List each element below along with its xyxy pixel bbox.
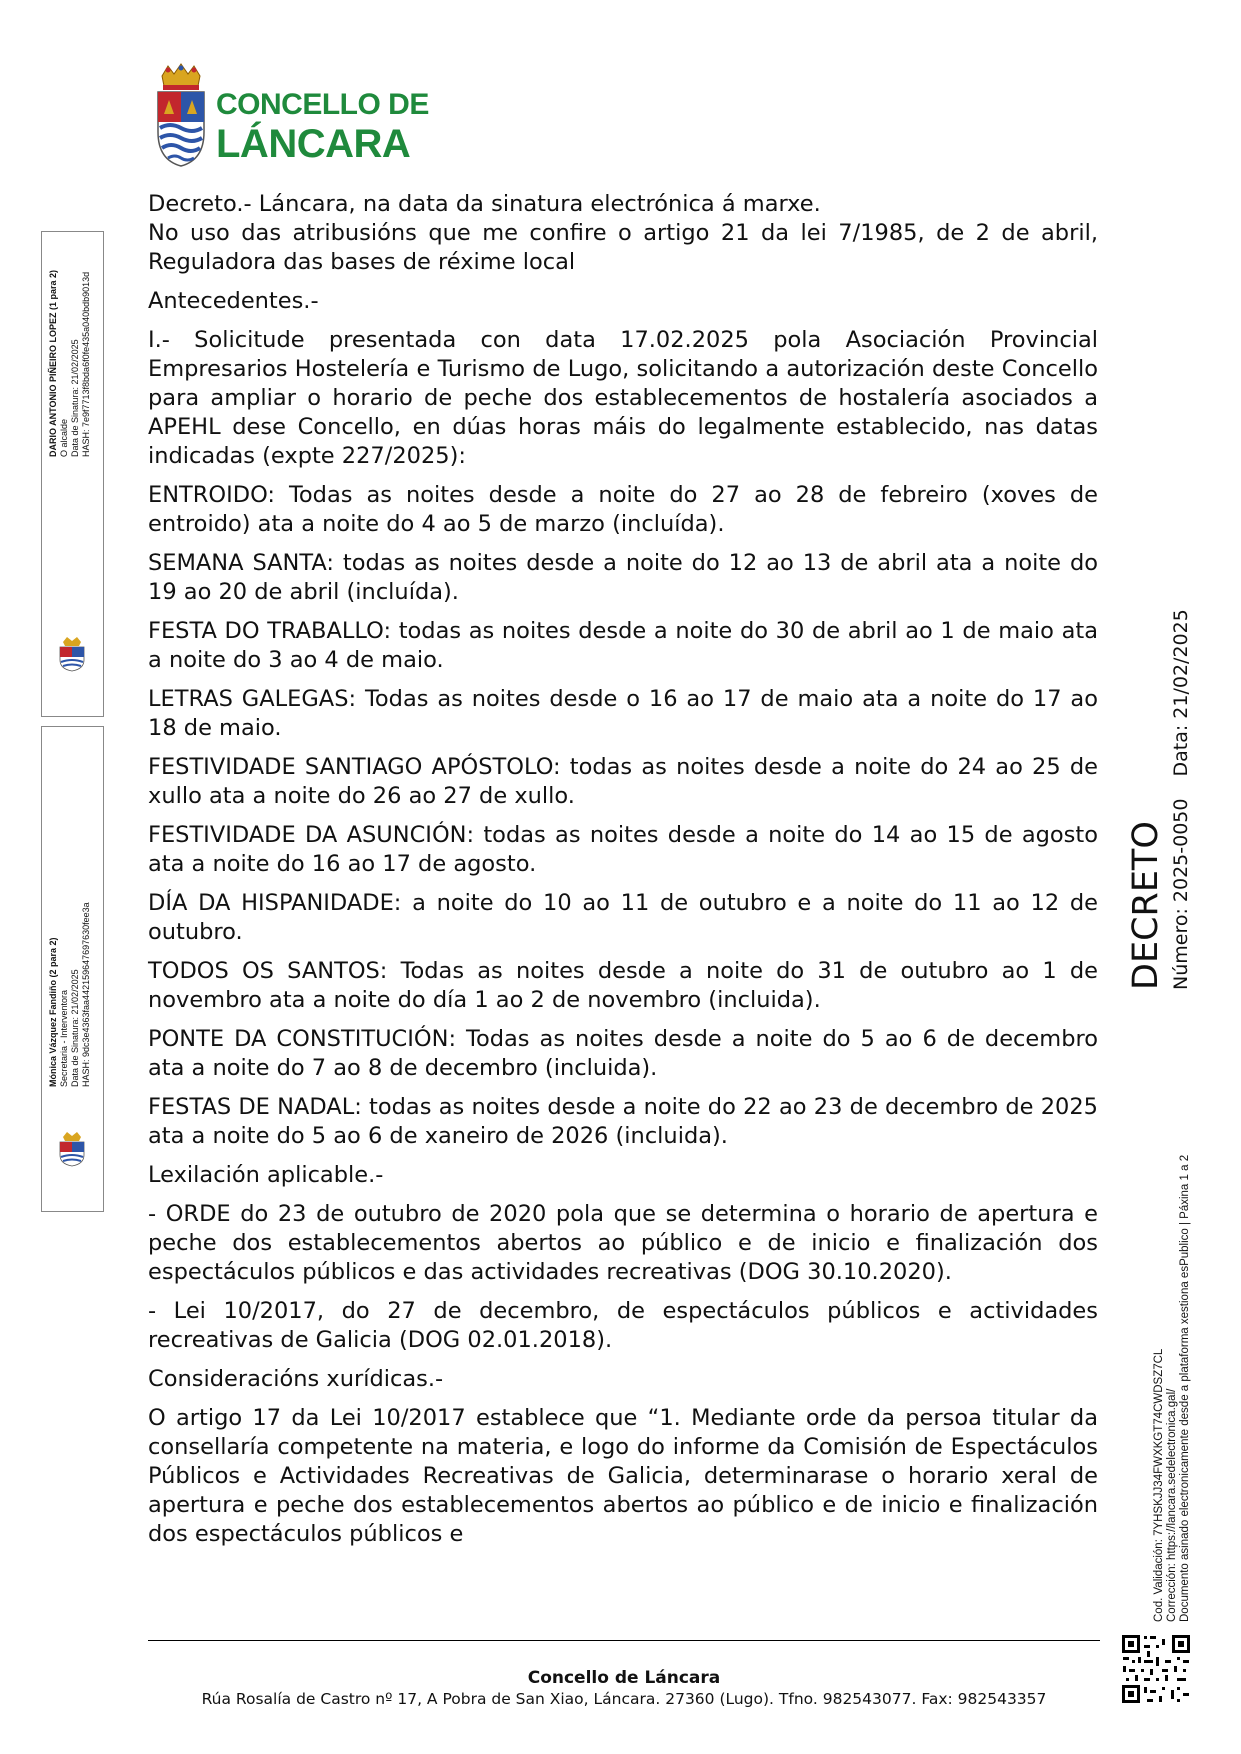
paragraph-festa-traballo: FESTA DO TRABALLO: todas as noites desde a noite do 30 de abril ao 1 de maio ata a noite do 3 ao 4 de maio. xyxy=(148,618,1098,673)
logo-text-line1: CONCELLO DE xyxy=(216,88,429,121)
signature-box-mayor xyxy=(41,231,104,717)
coat-of-arms-icon xyxy=(152,62,210,168)
paragraph-attributions: No uso das atribusións que me confire o artigo 21 da lei 7/1985, de 2 de abril, Reguladora das bases de réxime local xyxy=(148,220,1098,275)
signature-text-secretary xyxy=(48,902,92,1087)
signer-role: Secretaria - Interventora xyxy=(59,989,69,1087)
heading-antecedentes: Antecedentes.- xyxy=(148,288,319,314)
footer-divider xyxy=(148,1640,1100,1641)
validation-platform: Documento asinado electronicamente desde a plataforma xestiona esPublico | Páxina 1 a 2 xyxy=(1179,1154,1191,1622)
signature-hash: HASH: 9dc3e4363faa442159647697630fee3a xyxy=(81,902,91,1087)
paragraph-todos-santos: TODOS OS SANTOS: Todas as noites desde a noite do 31 de outubro ao 1 de novembro ata a noite do día 1 ao 2 de novembro (incluida). xyxy=(148,958,1098,1013)
heading-lexislacion: Lexilación aplicable.- xyxy=(148,1162,384,1188)
validation-code: Cod. Validación: 7YHSKJJ34FWXKGT74CWDSZ7CL xyxy=(1153,1348,1165,1622)
logo-text-line2: LÁNCARA xyxy=(216,122,411,166)
footer-organization: Concello de Láncara xyxy=(527,1668,721,1688)
decree-number: Número: 2025-0050 xyxy=(1170,798,1192,990)
paragraph-asuncion: FESTIVIDADE DA ASUNCIÓN: todas as noites desde a noite do 14 ao 15 de agosto ata a noite do 16 ao 17 de agosto. xyxy=(148,822,1098,877)
concello-logo xyxy=(152,62,442,170)
heading-consideracions: Consideracións xurídicas.- xyxy=(148,1366,444,1392)
small-crest-icon xyxy=(57,636,87,672)
validation-block xyxy=(1153,1155,1192,1622)
paragraph-hispanidade: DÍA DA HISPANIDADE: a noite do 10 ao 11 de outubro e a noite do 11 ao 12 de outubro. xyxy=(148,890,1098,945)
paragraph-intro: Decreto.- Láncara, na data da sinatura electrónica á marxe. xyxy=(148,191,821,217)
footer-address: Rúa Rosalía de Castro nº 17, A Pobra de San Xiao, Láncara. 27360 (Lugo). Tfno. 982543077. Fax: 982543357 xyxy=(201,1690,1047,1708)
small-crest-icon xyxy=(57,1131,87,1167)
qr-code-icon xyxy=(1120,1633,1192,1705)
decree-date: Data: 21/02/2025 xyxy=(1170,609,1192,777)
signature-box-secretary xyxy=(41,726,104,1212)
signature-date: Data de Sinatura: 21/02/2025 xyxy=(70,339,80,457)
signer-name: DARIO ANTONIO PIÑEIRO LOPEZ (1 para 2) xyxy=(48,269,58,457)
decree-body xyxy=(148,190,1098,1549)
validation-url: Corrección: https://lancara.sedelectronica.gal/ xyxy=(1166,1388,1178,1622)
paragraph-entroido: ENTROIDO: Todas as noites desde a noite do 27 ao 28 de febreiro (xoves de entroido) ata a noite do 4 ao 5 de marzo (incluída). xyxy=(148,482,1098,537)
paragraph-orde-2020: - ORDE do 23 de outubro de 2020 pola que se determina o horario de apertura e peche dos establecementos abertos ao público e de inicio e finalización dos espectáculos públicos e das actividades recreativas (DOG 30.10.2020). xyxy=(148,1201,1098,1285)
paragraph-nadal: FESTAS DE NADAL: todas as noites desde a noite do 22 ao 23 de decembro de 2025 ata a noite do 5 ao 6 de xaneiro de 2026 (incluida). xyxy=(148,1094,1098,1149)
signer-role: O alcalde xyxy=(59,418,69,457)
paragraph-constitucion: PONTE DA CONSTITUCIÓN: Todas as noites desde a noite do 5 ao 6 de decembro ata a noite do 7 ao 8 de decembro (incluida). xyxy=(148,1026,1098,1081)
paragraph-request: I.- Solicitude presentada con data 17.02.2025 pola Asociación Provincial Empresarios Hostelería e Turismo de Lugo, solicitando a autorización deste Concello para ampliar o horario de peche dos establecementos de hostalería asociados a APEHL dese Concello, en dúas horas máis do legalmente establecido, nas datas indicadas (expte 227/2025): xyxy=(148,327,1098,469)
signer-name: Mónica Vázquez Fandiño (2 para 2) xyxy=(48,937,58,1087)
decree-stamp-title: DECRETO xyxy=(1126,821,1166,990)
signature-date: Data de Sinatura: 21/02/2025 xyxy=(70,969,80,1087)
signature-hash: HASH: 7e9f7713f8bda6f0fe435a040bdb9013d xyxy=(81,271,91,457)
decree-stamp-number-date xyxy=(1170,587,1192,990)
paragraph-artigo-17: O artigo 17 da Lei 10/2017 establece que “1. Mediante orde da persoa titular da consellaría competente na materia, e logo do informe da Comisión de Espectáculos Públicos e Actividades Recreativas de Galicia, determinarase o horario xeral de apertura e peche dos establecementos abertos ao público e de inicio e finalización dos espectáculos públicos e xyxy=(148,1405,1098,1547)
signature-text-mayor xyxy=(48,270,92,457)
paragraph-lei-10-2017: - Lei 10/2017, do 27 de decembro, de espectáculos públicos e actividades recreativas de Galicia (DOG 02.01.2018). xyxy=(148,1298,1098,1353)
paragraph-santiago: FESTIVIDADE SANTIAGO APÓSTOLO: todas as noites desde a noite do 24 ao 25 de xullo ata a noite do 26 ao 27 de xullo. xyxy=(148,754,1098,809)
paragraph-letras-galegas: LETRAS GALEGAS: Todas as noites desde o 16 ao 17 de maio ata a noite do 17 ao 18 de maio. xyxy=(148,686,1098,741)
paragraph-semana-santa: SEMANA SANTA: todas as noites desde a noite do 12 ao 13 de abril ata a noite do 19 ao 20 de abril (incluída). xyxy=(148,550,1098,605)
